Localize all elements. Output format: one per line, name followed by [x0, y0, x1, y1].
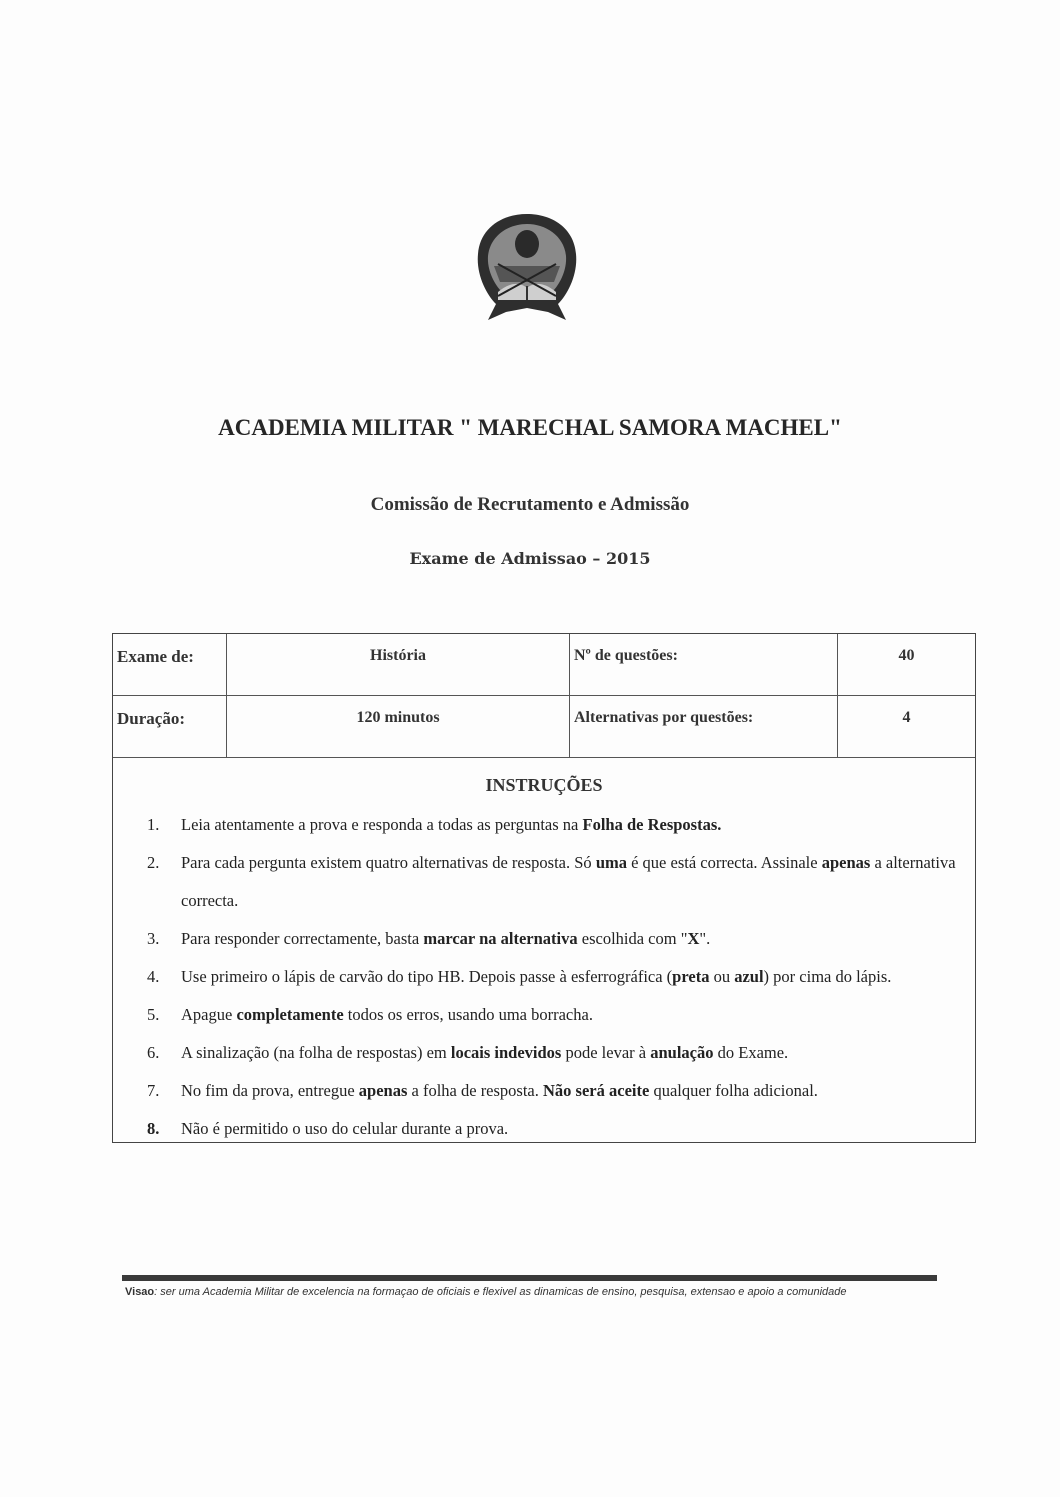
instruction-number: 4. [147, 967, 160, 986]
instruction-emphasis: preta [672, 967, 710, 986]
instruction-number: 8. [147, 1119, 160, 1138]
instruction-number: 5. [147, 1005, 160, 1024]
instruction-item [147, 844, 971, 920]
instruction-text: ou [709, 967, 735, 986]
duration-label: Duração: [113, 696, 227, 758]
alternatives-value: 4 [838, 696, 976, 758]
instruction-emphasis: apenas [821, 853, 871, 872]
instruction-emphasis: apenas [358, 1081, 408, 1100]
instruction-text: a folha de resposta. [407, 1081, 544, 1100]
instruction-emphasis: marcar na alternativa [423, 929, 578, 948]
table-row [113, 634, 975, 696]
instruction-text: todos os erros, usando uma borracha. [343, 1005, 593, 1024]
instruction-emphasis: Não será aceite [543, 1081, 650, 1100]
instruction-item [147, 1110, 971, 1148]
instruction-text: ) por cima do lápis. [763, 967, 892, 986]
instruction-emphasis: azul [734, 967, 764, 986]
exam-subject-value: História [227, 634, 570, 696]
instruction-item [147, 996, 971, 1034]
instruction-text: a alternativa correcta. [181, 853, 956, 910]
instruction-text: Para responder correctamente, basta [181, 929, 424, 948]
footer-divider [122, 1275, 937, 1281]
instruction-number: 1. [147, 815, 160, 834]
instruction-number: 7. [147, 1081, 160, 1100]
exam-subject-label: Exame de: [113, 634, 227, 696]
instruction-emphasis: Folha de Respostas. [582, 815, 722, 834]
question-count-label: Nº de questões: [570, 634, 838, 696]
instruction-text: Não é permitido o uso do celular durante a prova. [181, 1119, 509, 1138]
instruction-emphasis: uma [595, 853, 627, 872]
exam-year-heading: Exame de Admissao – 2015 [409, 549, 651, 568]
instruction-item [147, 1034, 971, 1072]
instruction-text: Leia atentamente a prova e responda a todas as perguntas na [181, 815, 583, 834]
instructions-list [113, 806, 971, 1148]
instruction-emphasis: anulação [650, 1043, 714, 1062]
instruction-emphasis: locais indevidos [450, 1043, 562, 1062]
instruction-text: do Exame. [713, 1043, 789, 1062]
instruction-text: Use primeiro o lápis de carvão do tipo HB. Depois passe à esferrográfica ( [181, 967, 673, 986]
instruction-text: No fim da prova, entregue [181, 1081, 359, 1100]
instruction-text: é que está correcta. Assinale [626, 853, 822, 872]
table-row [113, 696, 975, 758]
instructions-title: INSTRUÇÕES [485, 775, 603, 795]
instruction-item [147, 920, 971, 958]
instruction-text: escolhida com " [577, 929, 688, 948]
question-count-value: 40 [838, 634, 976, 696]
instruction-text: Para cada pergunta existem quatro alternativas de resposta. Só [181, 853, 596, 872]
instruction-item [147, 806, 971, 844]
instruction-text: Apague [181, 1005, 237, 1024]
instruction-text: pode levar à [561, 1043, 651, 1062]
instruction-text: ". [699, 929, 711, 948]
instruction-item [147, 958, 971, 996]
vision-label: Visao [125, 1286, 155, 1298]
instruction-item [147, 1072, 971, 1110]
alternatives-label: Alternativas por questões: [570, 696, 838, 758]
institution-title: ACADEMIA MILITAR " MARECHAL SAMORA MACHEL" [218, 415, 842, 440]
instruction-text: qualquer folha adicional. [649, 1081, 818, 1100]
instruction-emphasis: completamente [236, 1005, 344, 1024]
duration-value: 120 minutos [227, 696, 570, 758]
academy-emblem-icon [468, 208, 586, 326]
vision-text: : ser uma Academia Militar de excelencia na formaçao de oficiais e flexivel as dinamicas de ensino, pesquisa, extensao e apoio a comunidade [154, 1286, 847, 1298]
vision-statement [125, 1285, 905, 1300]
instruction-number: 3. [147, 929, 160, 948]
instruction-number: 6. [147, 1043, 160, 1062]
instruction-emphasis: X [687, 929, 700, 948]
exam-info-table [113, 634, 975, 758]
exam-info-box [112, 633, 976, 1143]
instruction-number: 2. [147, 853, 160, 872]
commission-subtitle: Comissão de Recrutamento e Admissão [370, 494, 690, 515]
instruction-text: A sinalização (na folha de respostas) em [181, 1043, 451, 1062]
